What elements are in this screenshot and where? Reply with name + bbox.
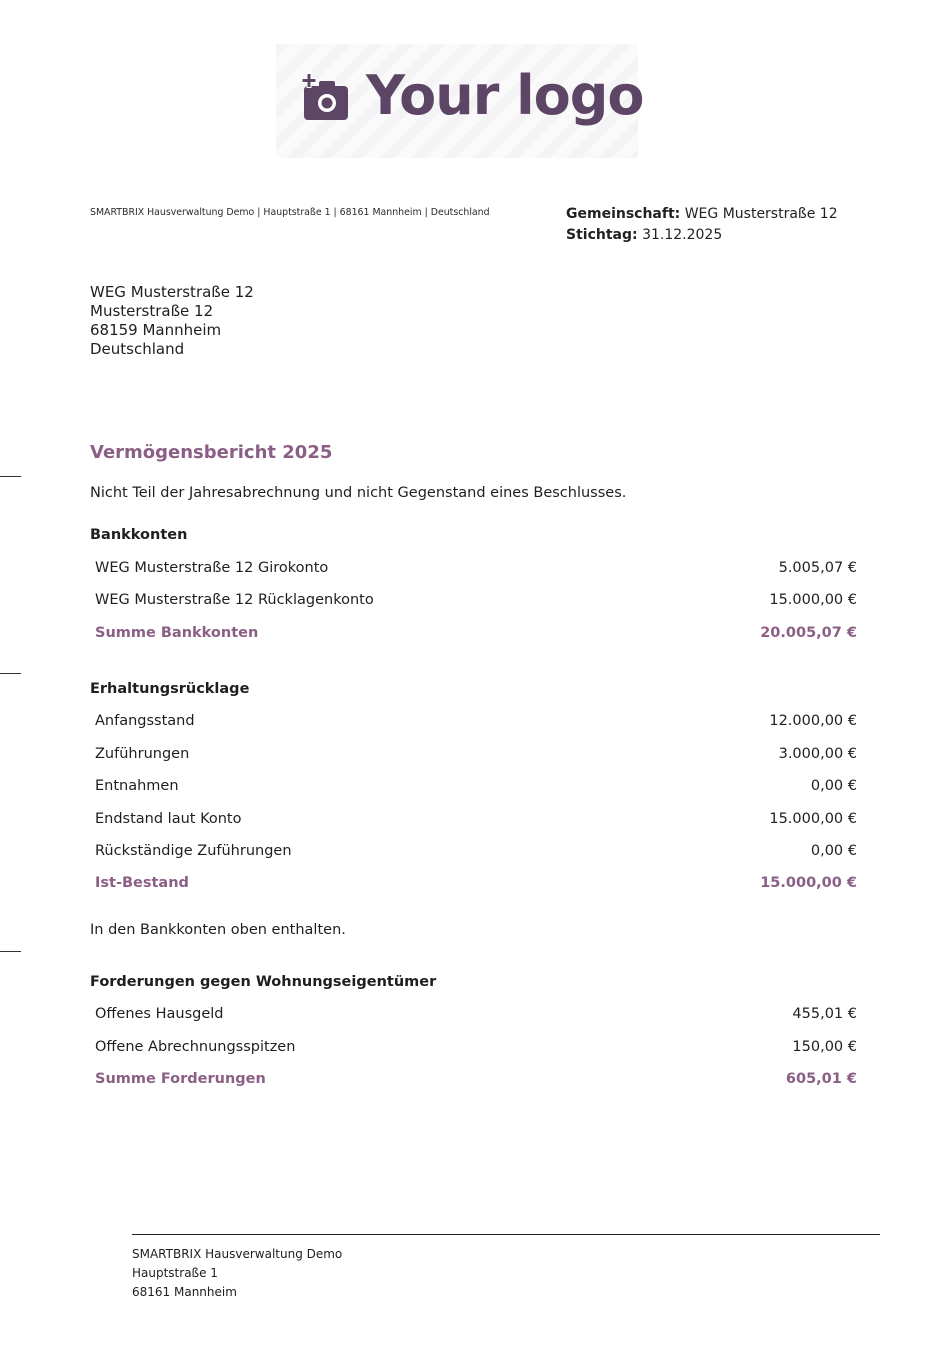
- community-info: [566, 206, 838, 222]
- row-value: 455,01 €: [792, 1006, 857, 1022]
- recipient-line: WEG Musterstraße 12: [90, 283, 254, 301]
- date-value: 31.12.2025: [642, 227, 723, 243]
- row-label: Offenes Hausgeld: [95, 1006, 224, 1022]
- table-row: [95, 713, 857, 733]
- sender-address-line: SMARTBRIX Hausverwaltung Demo | Hauptstraße 1 | 68161 Mannheim | Deutschland: [90, 207, 490, 218]
- table-row: [95, 746, 857, 766]
- footer-line: Hauptstraße 1: [132, 1266, 218, 1280]
- table-row: [95, 811, 857, 831]
- total-row: [95, 1071, 857, 1091]
- row-value: 20.005,07 €: [760, 625, 857, 641]
- table-row: [95, 843, 857, 863]
- recipient-line: Musterstraße 12: [90, 302, 214, 320]
- row-value: 12.000,00 €: [769, 713, 857, 729]
- section-heading-bankkonten: Bankkonten: [90, 527, 188, 543]
- row-value: 15.000,00 €: [769, 811, 857, 827]
- footer-line: SMARTBRIX Hausverwaltung Demo: [132, 1247, 343, 1261]
- footer-line: 68161 Mannheim: [132, 1285, 237, 1299]
- logo-text: Your logo: [366, 64, 644, 127]
- recipient-line: 68159 Mannheim: [90, 321, 222, 339]
- reference-date: [566, 227, 722, 243]
- table-row: [95, 592, 857, 612]
- row-label: Entnahmen: [95, 778, 179, 794]
- total-row: [95, 875, 857, 895]
- row-label: WEG Musterstraße 12 Girokonto: [95, 560, 329, 576]
- row-value: 15.000,00 €: [760, 875, 857, 891]
- row-value: 15.000,00 €: [769, 592, 857, 608]
- table-row: [95, 1006, 857, 1026]
- row-label: Offene Abrechnungsspitzen: [95, 1039, 296, 1055]
- row-value: 3.000,00 €: [778, 746, 857, 762]
- row-label: WEG Musterstraße 12 Rücklagenkonto: [95, 592, 374, 608]
- footer-address: [132, 1245, 342, 1302]
- recipient-line: Deutschland: [90, 340, 185, 358]
- footer-divider: [132, 1234, 880, 1235]
- section-heading-erhaltungsruecklage: Erhaltungsrücklage: [90, 681, 250, 697]
- fold-mark: [0, 476, 21, 477]
- report-title: Vermögensbericht 2025: [90, 442, 333, 463]
- intro-note: Nicht Teil der Jahresabrechnung und nicht Gegenstand eines Beschlusses.: [90, 485, 627, 501]
- row-label: Zuführungen: [95, 746, 190, 762]
- row-value: 150,00 €: [792, 1039, 857, 1055]
- row-label: Endstand laut Konto: [95, 811, 242, 827]
- total-row: [95, 625, 857, 645]
- add-photo-icon: [301, 72, 349, 122]
- section-note: In den Bankkonten oben enthalten.: [90, 922, 346, 938]
- fold-mark: [0, 951, 21, 952]
- row-value: 0,00 €: [810, 778, 857, 794]
- row-label: Summe Bankkonten: [95, 625, 259, 641]
- section-heading-forderungen: Forderungen gegen Wohnungseigentümer: [90, 974, 437, 990]
- table-row: [95, 778, 857, 798]
- row-label: Summe Forderungen: [95, 1071, 266, 1087]
- community-label: Gemeinschaft:: [566, 206, 681, 222]
- table-row: [95, 560, 857, 580]
- row-value: 0,00 €: [810, 843, 857, 859]
- row-label: Rückständige Zuführungen: [95, 843, 292, 859]
- row-label: Ist-Bestand: [95, 875, 189, 891]
- table-row: [95, 1039, 857, 1059]
- date-label: Stichtag:: [566, 227, 638, 243]
- row-value: 605,01 €: [785, 1071, 857, 1087]
- fold-mark: [0, 673, 21, 674]
- row-value: 5.005,07 €: [778, 560, 857, 576]
- recipient-address: [90, 283, 254, 359]
- row-label: Anfangsstand: [95, 713, 195, 729]
- community-value: WEG Musterstraße 12: [684, 206, 838, 222]
